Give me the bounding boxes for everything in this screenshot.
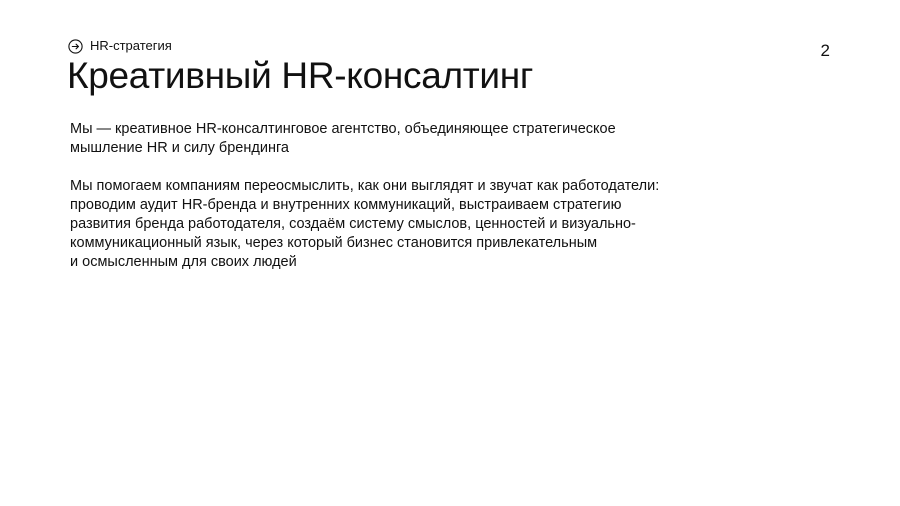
page-number: 2 [820, 41, 830, 60]
page-title: Креативный HR-консалтинг [67, 55, 534, 96]
description-paragraph: Мы помогаем компаниям переосмыслить, как они выглядят и звучат как работодатели: проводим аудит HR-бренда и внутренних коммуникаций, выстраиваем стратегию развития бренда работодателя, создаём систему смыслов, ценностей и визуально- коммуникационный язык, через который бизнес становится привлекательным и осмысленным для своих людей [70, 178, 660, 270]
circle-arrow-right-icon [68, 39, 83, 54]
intro-paragraph: Мы — креативное HR-консалтинговое агентство, объединяющее стратегическое мышление HR и силу брендинга [70, 121, 616, 156]
section-label [68, 38, 172, 54]
section-label-text: HR-стратегия [90, 38, 172, 53]
body-text [70, 120, 730, 291]
